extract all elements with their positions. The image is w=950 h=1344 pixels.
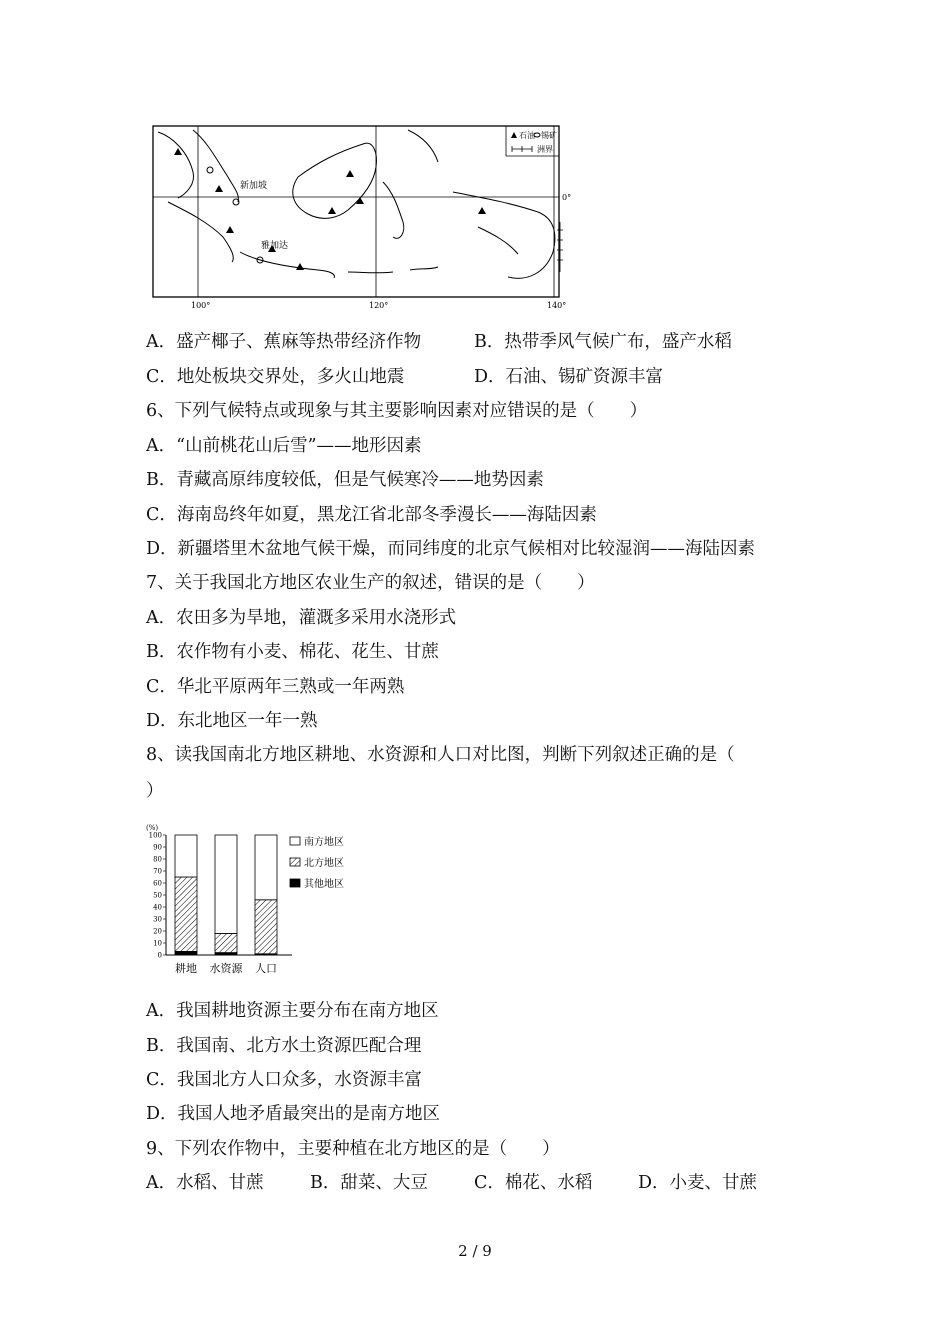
- q7-option-d[interactable]: D．东北地区一年一熟: [146, 711, 318, 731]
- y-tick-label: 90: [153, 843, 162, 852]
- bar-segment: [255, 900, 277, 954]
- legend-label: 北方地区: [304, 858, 344, 869]
- legend-oil: 石油: [519, 131, 535, 140]
- q7-option-c[interactable]: C．华北平原两年三熟或一年两熟: [146, 677, 405, 697]
- y-tick-label: 30: [153, 915, 162, 924]
- q5-options: [146, 330, 846, 400]
- legend-swatch: [290, 879, 300, 887]
- q6-stem: 6、下列气候特点或现象与其主要影响因素对应错误的是（ ）: [146, 401, 648, 421]
- q7-option-a[interactable]: A．农田多为旱地，灌溉多采用水浇形式: [146, 608, 457, 628]
- q8-option-b[interactable]: B．我国南、北方水土资源匹配合理: [146, 1036, 422, 1056]
- y-tick-label: 10: [153, 939, 162, 948]
- y-tick-label: 20: [153, 927, 162, 936]
- q6-option-c[interactable]: C．海南岛终年如夏，黑龙江省北部冬季漫长——海陆因素: [146, 505, 597, 525]
- y-tick-label: 0: [157, 951, 162, 960]
- legend-boundary: 洲界: [537, 145, 553, 154]
- legend-swatch: [290, 858, 300, 866]
- y-tick-label: 80: [153, 855, 162, 864]
- y-tick-label: 40: [153, 903, 162, 912]
- singapore-label: 新加坡: [240, 181, 268, 191]
- map-legend: [506, 126, 559, 156]
- lon-tick-140: 140°: [547, 301, 567, 310]
- q9-options: [146, 1171, 846, 1197]
- legend-label: 其他地区: [304, 879, 344, 890]
- q9-option-b[interactable]: B．甜菜、大豆: [310, 1173, 428, 1193]
- q6-option-a[interactable]: A．“山前桃花山后雪”——地形因素: [146, 436, 422, 456]
- q8-option-a[interactable]: A．我国耕地资源主要分布在南方地区: [146, 1001, 439, 1021]
- farmland-water-population-chart: [144, 818, 374, 978]
- q9-option-a[interactable]: A．水稻、甘蔗: [146, 1173, 264, 1193]
- y-tick-label: 70: [153, 867, 162, 876]
- jakarta-label: 雅加达: [261, 241, 289, 251]
- q5-option-b[interactable]: B．热带季风气候广布，盛产水稻: [474, 332, 732, 352]
- q9-option-d[interactable]: D．小麦、甘蔗: [638, 1173, 758, 1193]
- legend-label: 南方地区: [304, 837, 344, 848]
- chart-ylabel: (%): [146, 824, 159, 832]
- q9-stem: 9、下列农作物中，主要种植在北方地区的是（ ）: [146, 1139, 560, 1159]
- lat-tick-0: 0°: [562, 193, 572, 202]
- q8-stem: 8、读我国南北方地区耕地、水资源和人口对比图，判断下列叙述正确的是（: [146, 745, 735, 765]
- bar-segment: [215, 933, 237, 952]
- x-category-label: 水资源: [209, 962, 243, 975]
- q7-option-b[interactable]: B．农作物有小麦、棉花、花生、甘蔗: [146, 642, 439, 662]
- bar-segment: [175, 951, 197, 955]
- q5-option-a[interactable]: A．盛产椰子、蕉麻等热带经济作物: [146, 332, 422, 352]
- q6-option-b[interactable]: B．青藏高原纬度较低，但是气候寒冷——地势因素: [146, 470, 544, 490]
- x-category-label: 耕地: [175, 962, 197, 975]
- bar-segment: [255, 835, 277, 900]
- q5-option-c[interactable]: C．地处板块交界处，多火山地震: [146, 367, 405, 387]
- y-tick-label: 100: [148, 831, 162, 840]
- q8-option-d[interactable]: D．我国人地矛盾最突出的是南方地区: [146, 1104, 441, 1124]
- legend-swatch: [290, 837, 300, 845]
- southeast-asia-map: [148, 122, 578, 312]
- q6-option-d[interactable]: D．新疆塔里木盆地气候干燥，而同纬度的北京气候相对比较湿润——海陆因素: [146, 539, 756, 559]
- page-number: 2 / 9: [458, 1242, 492, 1260]
- q9-option-c[interactable]: C．棉花、水稻: [474, 1173, 593, 1193]
- lon-tick-120: 120°: [369, 301, 389, 310]
- bar-segment: [175, 835, 197, 877]
- q8-option-c[interactable]: C．我国北方人口众多，水资源丰富: [146, 1070, 422, 1090]
- q5-option-d[interactable]: D．石油、锡矿资源丰富: [474, 367, 664, 387]
- x-category-label: 人口: [255, 962, 277, 975]
- bar-segment: [175, 877, 197, 951]
- y-tick-label: 60: [153, 879, 162, 888]
- bar-segment: [215, 835, 237, 933]
- q8-stem-cont: ）: [146, 781, 164, 801]
- lon-tick-100: 100°: [191, 301, 211, 310]
- legend-tin: 锡矿: [541, 131, 557, 140]
- q7-stem: 7、关于我国北方地区农业生产的叙述，错误的是（ ）: [146, 573, 595, 593]
- y-tick-label: 50: [153, 891, 162, 900]
